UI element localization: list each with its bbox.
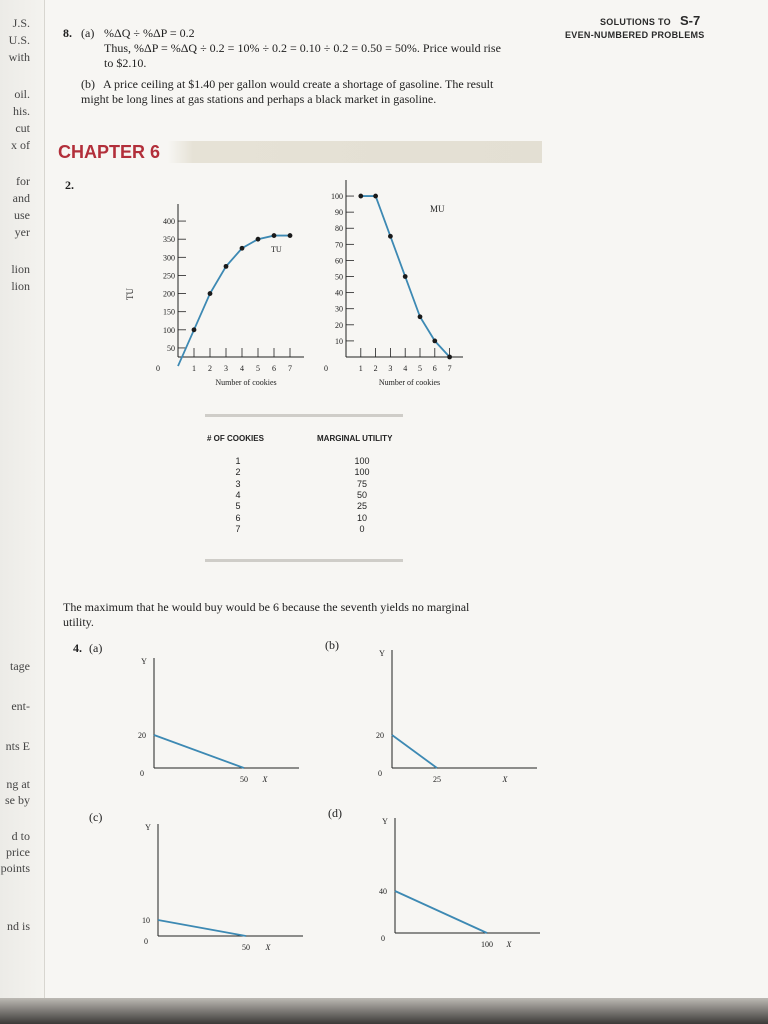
margin-word: lion	[11, 279, 30, 293]
table-cell-mu: 100	[354, 467, 370, 478]
panel-b-x-intercept-label: 25	[433, 775, 441, 784]
margin-word: his.	[12, 104, 30, 118]
running-header-label: SOLUTIONS TO	[600, 17, 671, 27]
mu-y-tick-label: 40	[335, 288, 343, 298]
mu-y-tick-label: 80	[335, 224, 343, 234]
mu-y-tick-label: 100	[331, 192, 343, 202]
mu-x-label: Number of cookies	[378, 378, 441, 387]
margin-word: price	[6, 845, 30, 859]
margin-word: tage	[10, 659, 30, 673]
table-cell-cookies: 1	[235, 456, 241, 466]
problem-8b-line2: might be long lines at gas stations and perhaps a black market in gasoline.	[81, 92, 437, 106]
panel-b-label: (b)	[325, 638, 339, 652]
margin-word: nd is	[6, 919, 30, 933]
tu-point	[192, 327, 197, 332]
tu-x-tick-label: 4	[240, 364, 244, 373]
tu-x-tick-label: 1	[192, 364, 196, 373]
tu-x-tick-label: 7	[288, 364, 292, 373]
mu-x-tick-label: 5	[418, 364, 422, 373]
tu-x-label: Number of cookies	[215, 378, 277, 387]
chapter-title: CHAPTER 6	[58, 142, 161, 162]
margin-word: oil.	[14, 87, 30, 101]
mu-y-tick-label: 70	[335, 240, 343, 250]
panel-b-budget-line	[392, 735, 437, 768]
panel-d-x-intercept-label: 100	[481, 940, 493, 949]
panel-b-y-intercept-label: 20	[376, 731, 384, 740]
mu-y-tick-label: 60	[335, 256, 343, 266]
table-bottom-rule	[205, 559, 403, 562]
table-cell-cookies: 5	[235, 501, 241, 512]
conclusion-line1: The maximum that he would buy would be 6 because the seventh yields no marginal	[63, 600, 470, 614]
mu-point	[418, 314, 423, 319]
panel-d-x-label: X	[506, 940, 512, 949]
mu-point	[403, 274, 408, 279]
table-header-mu: MARGINAL UTILITY	[317, 434, 393, 443]
panel-d-budget-line	[395, 891, 487, 933]
panel-c-x-intercept-label: 50	[242, 943, 250, 952]
mu-x-tick-label: 3	[388, 364, 393, 373]
mu-y-tick-label: 20	[335, 320, 343, 330]
tu-y-tick-label: 350	[163, 235, 175, 245]
tu-y-tick-label: 100	[163, 325, 175, 335]
panel-c-y-intercept-label: 10	[142, 916, 150, 925]
panel-a-x-intercept-label: 50	[240, 775, 248, 784]
page-number: S-7	[680, 13, 701, 28]
tu-x-tick-label: 0	[156, 364, 160, 373]
running-header-subtitle: EVEN-NUMBERED PROBLEMS	[565, 30, 705, 40]
tu-point	[272, 233, 277, 238]
table-cell-mu: 0	[359, 523, 365, 534]
panel-d-origin-label: 0	[381, 934, 385, 943]
chart-4c	[142, 823, 303, 952]
tu-y-tick-label: 250	[163, 271, 175, 281]
tu-point	[240, 246, 245, 251]
table-cell-cookies: 7	[235, 523, 241, 534]
panel-c-label: (c)	[89, 810, 103, 824]
margin-word: ent-	[11, 699, 30, 713]
margin-word: with	[8, 50, 30, 64]
margin-word: nts E	[5, 739, 30, 753]
mu-point	[373, 194, 378, 199]
chart-4d	[379, 817, 540, 949]
table-cell-mu: 100	[354, 456, 370, 466]
tu-y-tick-label: 400	[163, 217, 175, 227]
problem-8b-label: (b)	[81, 77, 95, 91]
margin-word: use	[14, 208, 30, 222]
mu-x-tick-label: 7	[447, 364, 452, 373]
panel-c-origin-label: 0	[144, 937, 148, 946]
problem-8a-label: (a)	[81, 26, 95, 40]
problem-8b-line1: A price ceiling at $1.40 per gallon would create a shortage of gasoline. The result	[103, 77, 494, 91]
margin-word: ng at	[6, 777, 30, 791]
chart-4a	[138, 657, 299, 784]
margin-word: and	[12, 191, 30, 205]
tu-y-tick-label: 150	[163, 307, 175, 317]
margin-word: lion	[11, 262, 30, 276]
tu-x-tick-label: 3	[224, 364, 228, 373]
mu-point	[447, 355, 452, 360]
margin-word: points	[0, 861, 30, 875]
tu-point	[256, 237, 261, 242]
mu-y-tick-label: 30	[335, 304, 343, 314]
mu-x-tick-label: 0	[324, 364, 328, 373]
table-cell-mu: 75	[356, 478, 367, 489]
tu-curve	[178, 236, 290, 367]
mu-point	[358, 194, 363, 199]
mu-point	[388, 234, 393, 239]
margin-word: d to	[11, 829, 30, 843]
margin-word: x of	[11, 138, 30, 152]
problem-4-number: 4.	[73, 641, 82, 655]
page-bottom-shadow	[0, 998, 768, 1024]
mu-series-label: MU	[430, 204, 445, 214]
panel-d-label: (d)	[328, 806, 342, 820]
margin-word: se by	[5, 793, 30, 807]
tu-x-tick-label: 2	[208, 364, 212, 373]
tu-point	[208, 291, 213, 296]
mu-y-tick-label: 90	[335, 208, 343, 218]
margin-word: U.S.	[8, 33, 30, 47]
panel-d-y-intercept-label: 40	[379, 887, 387, 896]
mu-x-tick-label: 2	[373, 364, 378, 373]
tu-point	[288, 233, 293, 238]
tu-point	[224, 264, 229, 269]
tu-y-tick-label: 50	[167, 343, 175, 353]
problem-8a-line2: Thus, %ΔP = %ΔQ ÷ 0.2 = 10% ÷ 0.2 = 0.10 ÷ 0.2 = 0.50 = 50%. Price would rise	[104, 41, 501, 55]
panel-a-x-label: X	[262, 775, 268, 784]
panel-c-budget-line	[158, 920, 246, 936]
mu-y-tick-label: 50	[335, 272, 343, 282]
panel-c-x-label: X	[265, 943, 271, 952]
panel-b-origin-label: 0	[378, 769, 382, 778]
margin-word: cut	[15, 121, 30, 135]
table-cell-cookies: 6	[235, 512, 241, 523]
margin-word: J.S.	[12, 16, 30, 30]
panel-a-label: (a)	[89, 641, 103, 655]
chart-4b	[376, 649, 537, 784]
table-cell-mu: 50	[356, 489, 367, 500]
panel-a-budget-line	[154, 735, 244, 768]
panel-a-origin-label: 0	[140, 769, 144, 778]
tu-y-tick-label: 200	[163, 289, 175, 299]
tu-series-label: TU	[271, 245, 282, 254]
tu-chart	[125, 204, 304, 387]
conclusion-line2: utility.	[63, 615, 94, 629]
problem-8a-line3: to $2.10.	[104, 56, 147, 70]
margin-word: yer	[14, 225, 30, 239]
mu-chart	[324, 180, 463, 387]
panel-b-y-label: Y	[379, 649, 385, 658]
table-cell-cookies: 3	[235, 478, 241, 489]
mu-point	[432, 339, 437, 344]
mu-x-tick-label: 6	[432, 364, 437, 373]
mu-x-tick-label: 4	[403, 364, 408, 373]
panel-d-y-label: Y	[382, 817, 388, 826]
table-cell-cookies: 4	[235, 489, 241, 500]
tu-y-label: TU	[125, 288, 135, 300]
table-cell-mu: 25	[356, 501, 367, 512]
table-cell-cookies: 2	[235, 467, 241, 478]
tu-x-tick-label: 6	[272, 364, 276, 373]
tu-x-tick-label: 5	[256, 364, 260, 373]
problem-8a-equation: %ΔQ ÷ %ΔP = 0.2	[104, 26, 195, 40]
mu-y-tick-label: 10	[335, 336, 343, 346]
panel-a-y-intercept-label: 20	[138, 731, 146, 740]
problem-8-number: 8.	[63, 26, 72, 40]
problem-2-number: 2.	[65, 178, 74, 192]
tu-y-tick-label: 300	[163, 253, 175, 263]
table-top-rule	[205, 414, 403, 417]
table-header-cookies: # OF COOKIES	[207, 434, 264, 443]
panel-a-y-label: Y	[141, 657, 147, 666]
table-cell-mu: 10	[356, 512, 367, 523]
margin-word: for	[16, 174, 30, 188]
panel-b-x-label: X	[502, 775, 508, 784]
panel-c-y-label: Y	[145, 823, 151, 832]
mu-x-tick-label: 1	[358, 364, 363, 373]
